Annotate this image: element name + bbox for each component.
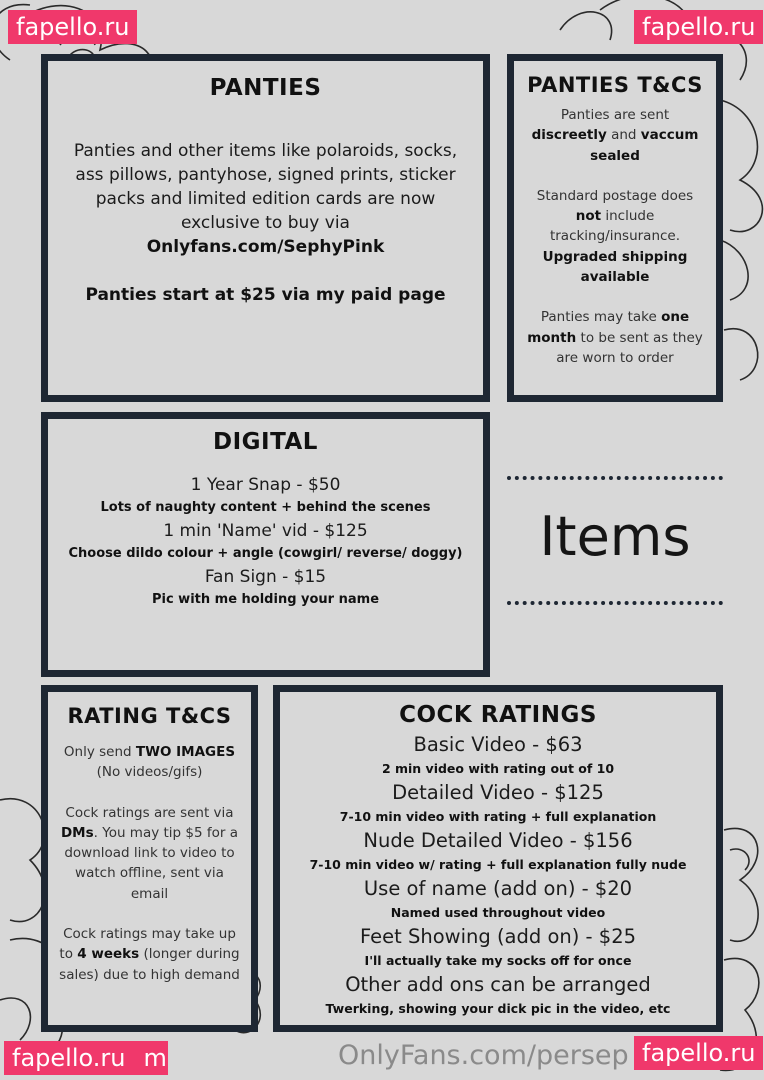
cock-ratings-title: COCK RATINGS [399,702,597,728]
rating-item [286,732,710,780]
rating-item [286,876,710,924]
watermark-top-left: fapello.ru [8,10,137,44]
digital-item-desc: Lots of naughty content + behind the scenes [100,500,431,515]
rating-tcs-p2: Cock ratings are sent via DMs. You may tip $5 for a download link to video to watch offline, sent via email [60,804,239,902]
cock-ratings-section [273,685,723,1032]
watermark-bottom-right: fapello.ru [634,1036,763,1070]
rating-item-desc: Twerking, showing your dick pic in the video, etc [325,1001,671,1016]
panties-tcs-p3: Panties may take one month to be sent as they are worn to order [527,309,703,366]
watermark-bottom-left: fapello.ru m [4,1041,168,1075]
rating-item-name: Feet Showing (add on) - $25 [359,925,637,948]
rating-item [286,972,710,1020]
panties-tcs-title: PANTIES T&CS [527,73,703,97]
digital-item-desc: Choose dildo colour + angle (cowgirl/ reverse/ doggy) [68,546,463,561]
rating-item-name: Use of name (add on) - $20 [363,877,633,900]
rating-item-desc: 2 min video with rating out of 10 [381,761,615,776]
panties-tcs-section [507,54,723,402]
onlyfans-watermark: OnlyFans.com/persep [338,1040,629,1071]
rating-item-desc: 7-10 min video w/ rating + full explanation fully nude [309,857,687,872]
digital-item-name: 1 Year Snap - $50 [190,475,341,495]
digital-item-desc: Pic with me holding your name [151,592,380,607]
rating-item [286,780,710,828]
digital-item [56,519,475,565]
panties-tcs-p2: Standard postage does not include tracking/insurance. Upgraded shipping available [536,187,694,286]
panties-section [41,54,490,402]
rating-item [286,924,710,972]
rating-item-desc: I'll actually take my socks off for once [364,953,632,968]
panties-tcs-p1: Panties are sent discreetly and vaccum sealed [531,107,699,164]
dotted-divider-bottom [507,601,723,605]
rating-tcs-title: RATING T&CS [67,704,232,728]
digital-item-name: 1 min 'Name' vid - $125 [163,521,368,541]
rating-tcs-p3: Cock ratings may take up to 4 weeks (longer during sales) due to high demand [59,926,240,983]
rating-item [286,828,710,876]
rating-item-name: Nude Detailed Video - $156 [363,829,633,852]
panties-title: PANTIES [209,75,322,101]
rating-item-name: Other add ons can be arranged [345,973,651,996]
dotted-divider-top [507,476,723,480]
digital-item [56,565,475,611]
digital-item-name: Fan Sign - $15 [204,567,327,587]
onlyfans-link[interactable]: Onlyfans.com/SephyPink [146,237,385,257]
digital-section [41,412,490,677]
rating-item-name: Basic Video - $63 [413,733,583,756]
rating-tcs-section [41,685,258,1032]
watermark-top-right: fapello.ru [634,10,763,44]
digital-item [56,473,475,519]
panties-text: Panties and other items like polaroids, socks, ass pillows, pantyhose, signed prints, sticker packs and limited edition cards are now exclusive to buy via Onlyfans.com/SephyPink [68,139,463,259]
rating-item-desc: 7-10 min video with rating + full explanation [339,809,657,824]
digital-title: DIGITAL [213,429,318,455]
items-heading: Items [539,505,691,568]
rating-tcs-p1: Only send TWO IMAGES (No videos/gifs) [63,744,236,781]
rating-item-desc: Named used throughout video [390,905,606,920]
rating-item-name: Detailed Video - $125 [392,781,604,804]
panties-price-note: Panties start at $25 via my paid page [85,285,446,305]
